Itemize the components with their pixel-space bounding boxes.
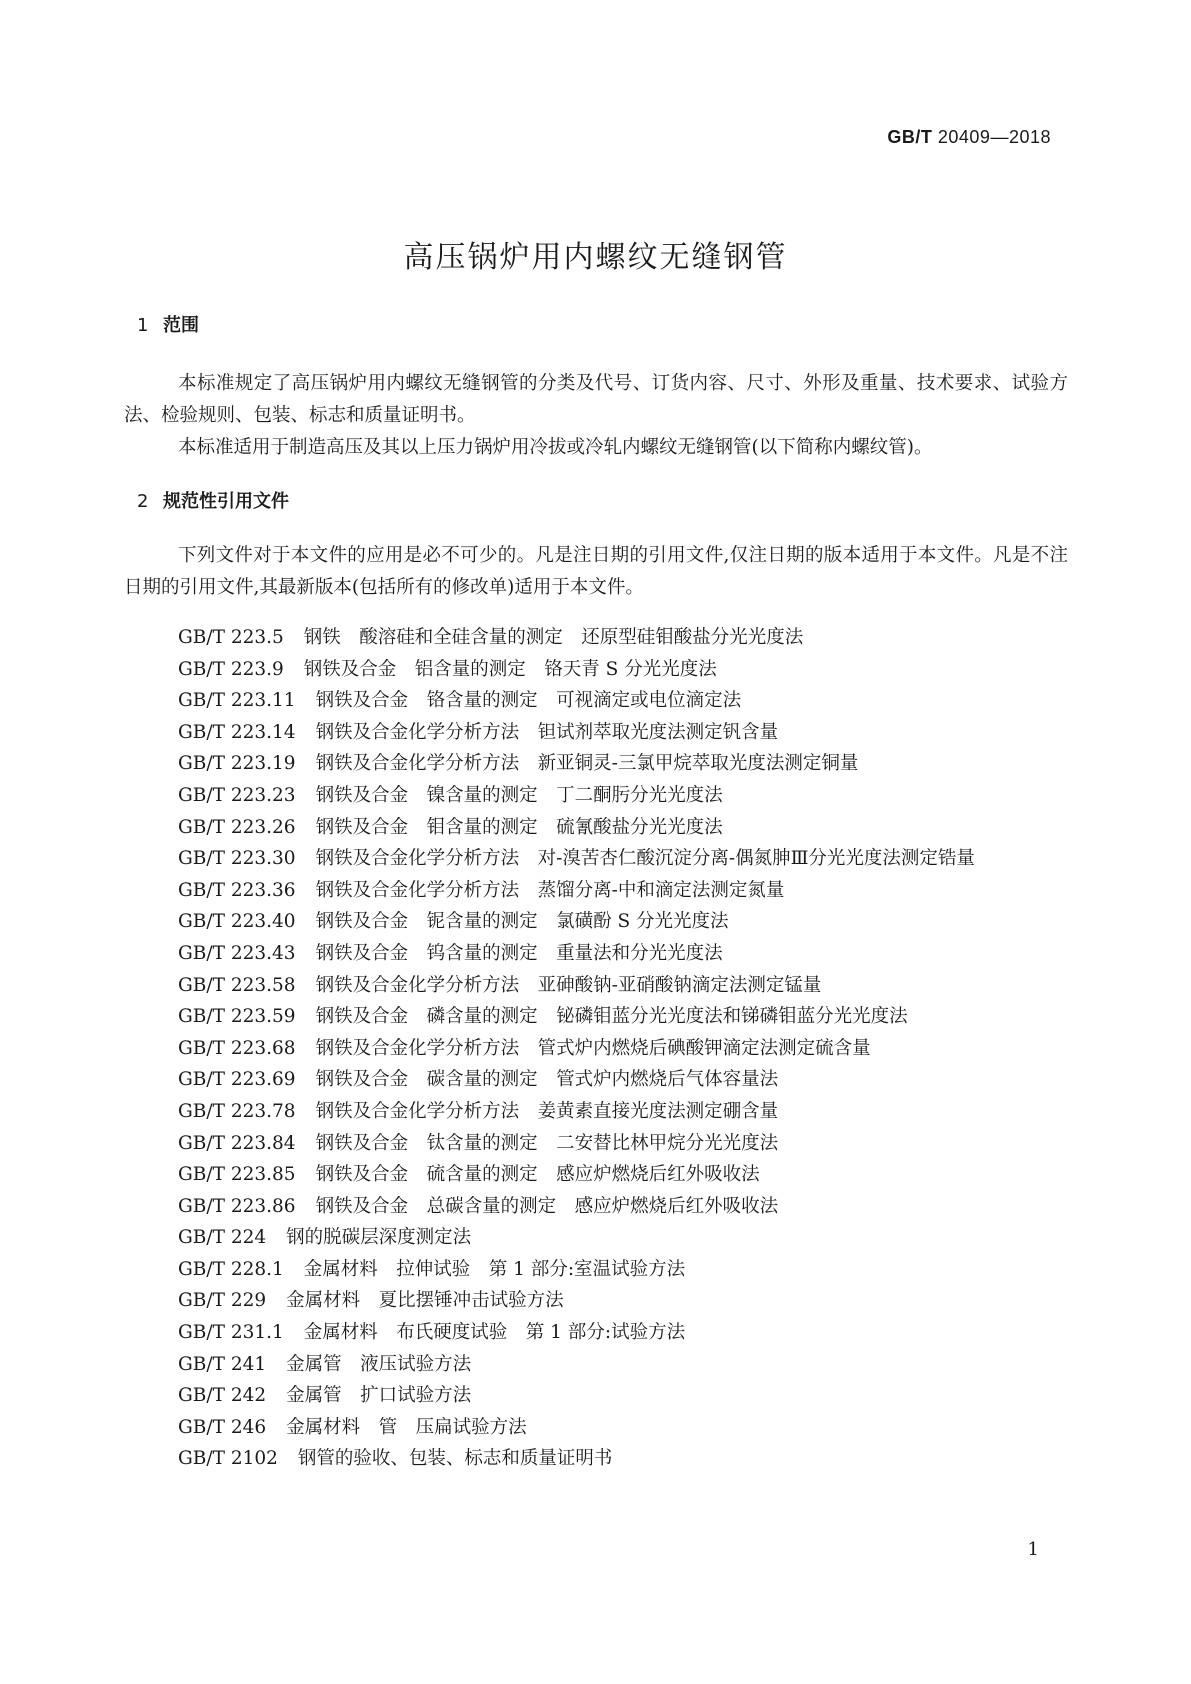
reference-item (124, 1412, 1068, 1444)
reference-code: GB/T 231.1 (178, 1322, 284, 1344)
reference-item (124, 1128, 1068, 1160)
reference-item (124, 1317, 1068, 1349)
reference-title: 钢铁及合金 钨含量的测定 重量法和分光光度法 (315, 942, 723, 964)
reference-item (124, 938, 1068, 970)
reference-code: GB/T 223.9 (178, 658, 284, 680)
section-1-body (124, 368, 1068, 464)
reference-item (124, 748, 1068, 780)
reference-item (124, 622, 1068, 654)
standard-code (887, 127, 1051, 148)
reference-code: GB/T 241 (178, 1353, 267, 1375)
reference-code: GB/T 223.58 (178, 974, 296, 996)
reference-title: 钢铁及合金 碳含量的测定 管式炉内燃烧后气体容量法 (315, 1069, 779, 1091)
reference-item (124, 970, 1068, 1002)
reference-item (124, 1222, 1068, 1254)
section-2-intro (124, 540, 1068, 604)
reference-title: 金属管 扩口试验方法 (286, 1385, 472, 1407)
document-title: 高压锅炉用内螺纹无缝钢管 (403, 240, 788, 275)
section-number: 1 (137, 315, 149, 336)
reference-item (124, 780, 1068, 812)
reference-code: GB/T 228.1 (178, 1258, 284, 1280)
paragraph: 下列文件对于本文件的应用是必不可少的。凡是注日期的引用文件,仅注日期的版本适用于本文件。凡是不注日期的引用文件,其最新版本(包括所有的修改单)适用于本文件。 (124, 545, 1068, 598)
reference-item (124, 1096, 1068, 1128)
reference-code: GB/T 223.36 (178, 879, 296, 901)
reference-list (124, 622, 1068, 1475)
reference-code: GB/T 223.86 (178, 1195, 296, 1217)
standard-code-number: 20409—2018 (937, 127, 1051, 147)
reference-title: 钢铁及合金化学分析方法 姜黄素直接光度法测定硼含量 (315, 1100, 779, 1122)
reference-item (124, 1159, 1068, 1191)
reference-title: 钢铁及合金化学分析方法 亚砷酸钠-亚硝酸钠滴定法测定锰量 (315, 974, 822, 996)
reference-code: GB/T 229 (178, 1290, 267, 1312)
reference-code: GB/T 223.14 (178, 721, 296, 743)
reference-title: 钢铁及合金 钼含量的测定 硫氰酸盐分光光度法 (315, 816, 723, 838)
reference-title: 钢铁及合金 钛含量的测定 二安替比林甲烷分光光度法 (315, 1132, 779, 1154)
reference-title: 钢铁及合金化学分析方法 新亚铜灵-三氯甲烷萃取光度法测定铜量 (315, 753, 859, 775)
reference-code: GB/T 223.59 (178, 1006, 296, 1028)
paragraph: 本标准规定了高压锅炉用内螺纹无缝钢管的分类及代号、订货内容、尺寸、外形及重量、技术要求、试验方法、检验规则、包装、标志和质量证明书。 (124, 373, 1068, 426)
reference-title: 金属材料 夏比摆锤冲击试验方法 (286, 1290, 564, 1312)
reference-code: GB/T 223.68 (178, 1037, 296, 1059)
reference-title: 钢铁 酸溶硅和全硅含量的测定 还原型硅钼酸盐分光光度法 (303, 627, 804, 648)
reference-item (124, 1033, 1068, 1065)
reference-title: 钢管的验收、包装、标志和质量证明书 (297, 1448, 613, 1470)
reference-title: 钢的脱碳层深度测定法 (286, 1227, 472, 1249)
reference-code: GB/T 223.19 (178, 753, 296, 775)
reference-title: 钢铁及合金 镍含量的测定 丁二酮肟分光光度法 (315, 784, 723, 806)
reference-item (124, 717, 1068, 749)
reference-title: 钢铁及合金 磷含量的测定 铋磷钼蓝分光光度法和锑磷钼蓝分光光度法 (315, 1006, 908, 1028)
reference-code: GB/T 223.40 (178, 911, 296, 933)
reference-item (124, 1064, 1068, 1096)
reference-item (124, 1285, 1068, 1317)
reference-title: 钢铁及合金 铬含量的测定 可视滴定或电位滴定法 (315, 690, 742, 712)
reference-code: GB/T 223.26 (178, 816, 296, 838)
reference-title: 钢铁及合金化学分析方法 管式炉内燃烧后碘酸钾滴定法测定硫含量 (315, 1037, 871, 1059)
reference-code: GB/T 246 (178, 1416, 267, 1438)
reference-title: 金属材料 拉伸试验 第 1 部分:室温试验方法 (303, 1258, 686, 1280)
reference-item (124, 812, 1068, 844)
section-2-heading (137, 487, 289, 513)
reference-code: GB/T 242 (178, 1385, 267, 1407)
reference-item (124, 1191, 1068, 1223)
reference-title: 钢铁及合金 总碳含量的测定 感应炉燃烧后红外吸收法 (315, 1195, 779, 1217)
reference-title: 金属材料 布氏硬度试验 第 1 部分:试验方法 (303, 1322, 686, 1344)
reference-title: 钢铁及合金化学分析方法 钽试剂萃取光度法测定钒含量 (315, 721, 779, 743)
reference-code: GB/T 223.78 (178, 1100, 296, 1122)
reference-title: 钢铁及合金化学分析方法 对-溴苦杏仁酸沉淀分离-偶氮胂Ⅲ分光光度法测定锆量 (315, 848, 975, 870)
reference-item (124, 1380, 1068, 1412)
reference-code: GB/T 2102 (178, 1448, 278, 1470)
reference-code: GB/T 223.23 (178, 784, 296, 806)
reference-title: 钢铁及合金 铝含量的测定 铬天青 S 分光光度法 (303, 658, 717, 680)
reference-item (124, 1349, 1068, 1381)
page-number: 1 (1027, 1539, 1039, 1560)
reference-code: GB/T 223.69 (178, 1069, 296, 1091)
standard-code-prefix: GB/T (887, 127, 933, 147)
section-title: 范围 (163, 315, 199, 336)
reference-code: GB/T 223.85 (178, 1164, 296, 1186)
reference-title: 钢铁及合金 铌含量的测定 氯磺酚 S 分光光度法 (315, 911, 729, 933)
reference-title: 金属管 液压试验方法 (286, 1353, 472, 1375)
reference-item (124, 654, 1068, 686)
reference-item (124, 843, 1068, 875)
section-title: 规范性引用文件 (163, 491, 289, 512)
reference-item (124, 875, 1068, 907)
reference-item (124, 1443, 1068, 1475)
reference-item (124, 685, 1068, 717)
reference-code: GB/T 223.5 (178, 627, 284, 648)
reference-code: GB/T 223.30 (178, 848, 296, 870)
reference-item (124, 1254, 1068, 1286)
reference-code: GB/T 223.43 (178, 942, 296, 964)
reference-code: GB/T 223.84 (178, 1132, 296, 1154)
reference-item (124, 906, 1068, 938)
reference-title: 钢铁及合金 硫含量的测定 感应炉燃烧后红外吸收法 (315, 1164, 760, 1186)
section-1-heading (137, 311, 199, 337)
reference-title: 金属材料 管 压扁试验方法 (286, 1416, 527, 1438)
paragraph: 本标准适用于制造高压及其以上压力锅炉用冷拔或冷轧内螺纹无缝钢管(以下简称内螺纹管)。 (178, 437, 933, 458)
reference-item (124, 1001, 1068, 1033)
section-number: 2 (137, 491, 149, 512)
reference-code: GB/T 224 (178, 1227, 267, 1249)
reference-title: 钢铁及合金化学分析方法 蒸馏分离-中和滴定法测定氮量 (315, 879, 785, 901)
reference-code: GB/T 223.11 (178, 690, 296, 712)
